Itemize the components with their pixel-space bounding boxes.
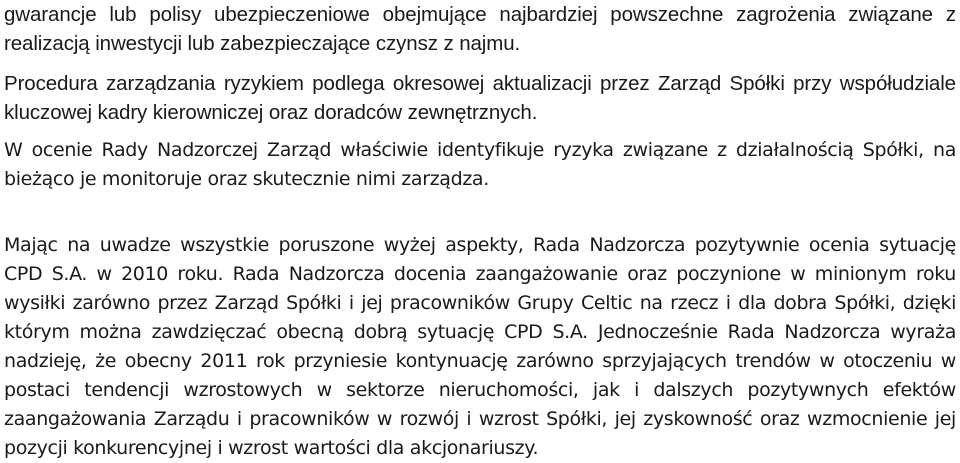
paragraph-risk-guarantees: gwarancje lub polisy ubezpieczeniowe obejmujące najbardziej powszechne zagrożenia związane z realizacją inwestycji lub zabezpieczające czynsz z najmu. bbox=[4, 3, 956, 55]
document-body bbox=[4, 0, 956, 463]
paragraph-summary: Mając na uwadze wszystkie poruszone wyżej aspekty, Rada Nadzorcza pozytywnie ocenia sytuację CPD S.A. w 2010 roku. Rada Nadzorcza docenia zaangażowanie oraz poczynione w minionym roku wysiłki zarówno przez Zarząd Spółki i jej pracowników Grupy Celtic na rzecz i dla dobra Spółki, dzięki którym można zawdzięczać obecną dobrą sytuację CPD S.A. Jednocześnie Rada Nadzorcza wyraża nadzieję, że obecny 2011 rok przyniesie kontynuację zarówno sprzyjających trendów w otoczeniu w postaci tendencji wzrostowych w sektorze nieruchomości, jak i dalszych pozytywnych efektów zaangażowania Zarządu i pracowników w rozwój i wzrost Spółki, jej zyskowność oraz wzmocnienie jej pozycji konkurencyjnej i wzrost wartości dla akcjonariuszy. bbox=[4, 234, 956, 459]
paragraph-board-assessment: W ocenie Rady Nadzorczej Zarząd właściwie identyfikuje ryzyka związane z działalnością Spółki, na bieżąco je monitoruje oraz skutecznie nimi zarządza. bbox=[4, 139, 956, 190]
paragraph-risk-procedure: Procedura zarządzania ryzykiem podlega okresowej aktualizacji przez Zarząd Spółki przy współudziale kluczowej kadry kierowniczej oraz doradców zewnętrznych. bbox=[4, 72, 956, 124]
